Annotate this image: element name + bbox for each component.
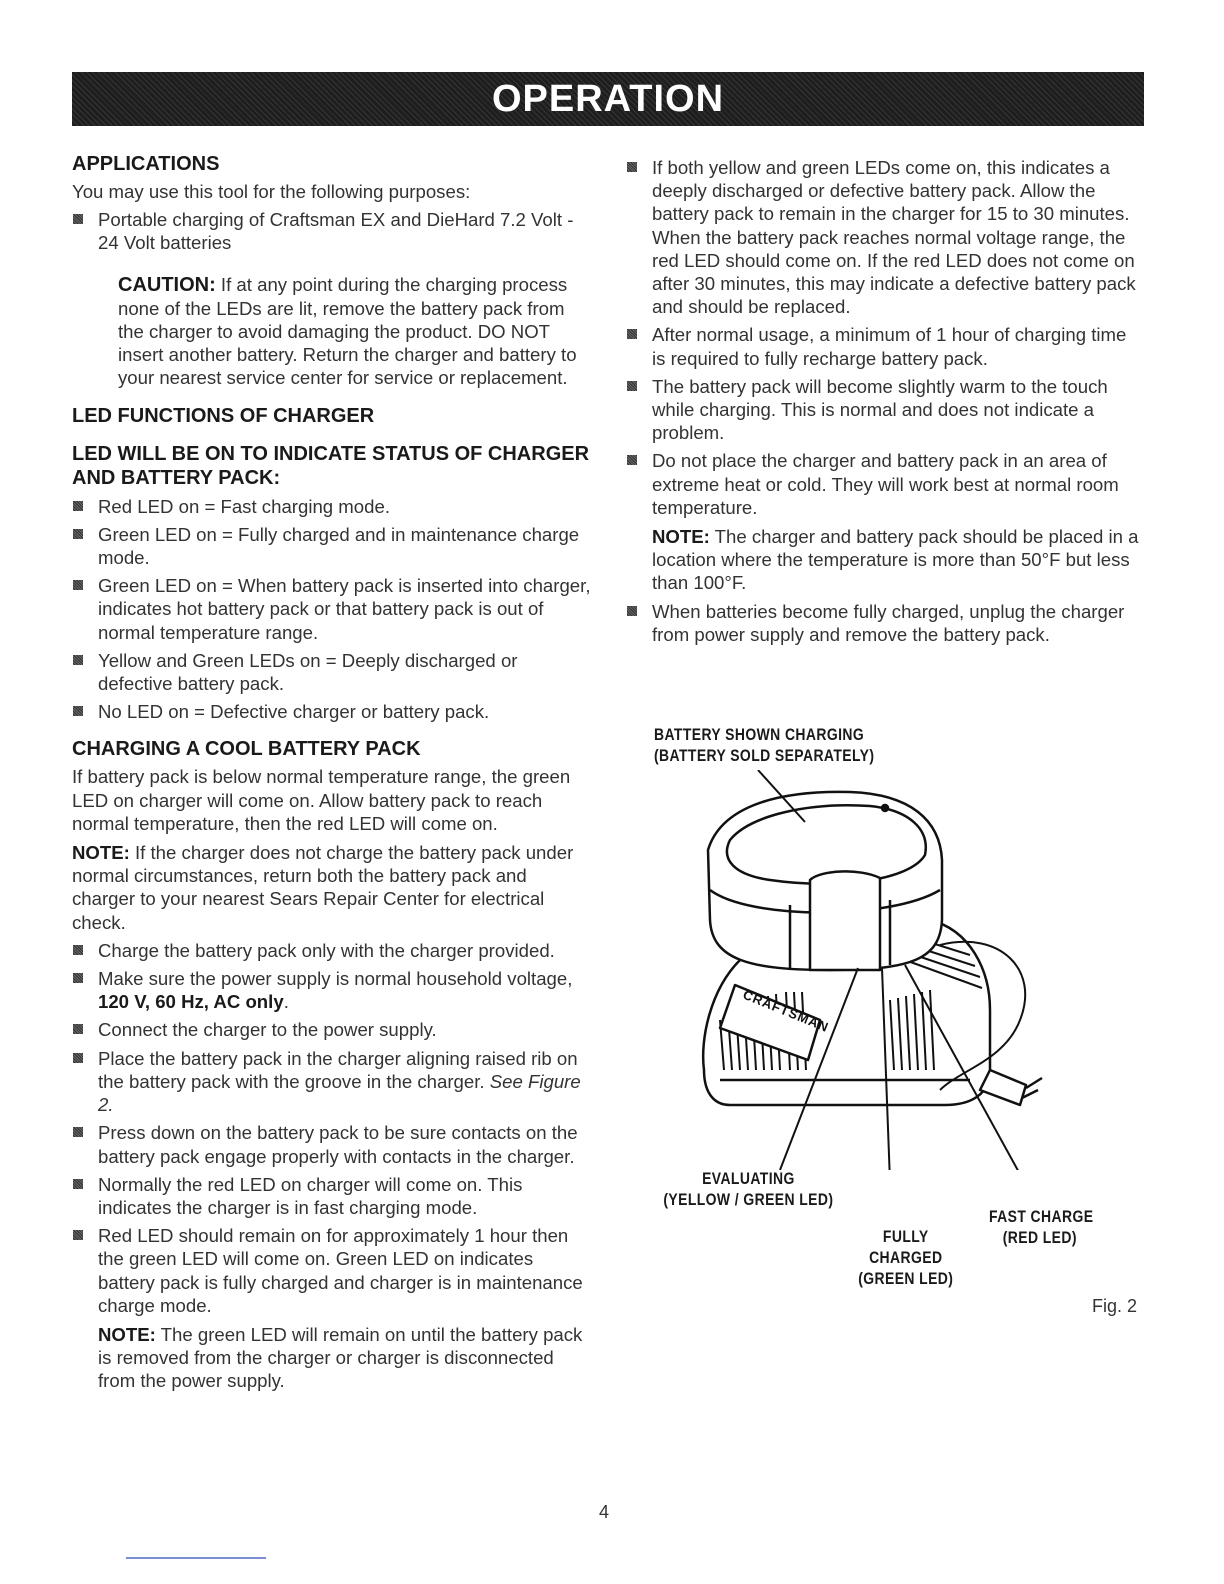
- note-paragraph: [72, 841, 594, 934]
- list-item-text: .: [283, 991, 289, 1013]
- figure-label-line: (YELLOW / GREEN LED): [663, 1190, 834, 1209]
- list-item: [626, 323, 1144, 369]
- list-item: [626, 156, 1144, 318]
- figure-label-evaluating: [650, 1168, 847, 1210]
- applications-heading: APPLICATIONS: [72, 153, 220, 175]
- figure-label-line: BATTERY SHOWN CHARGING: [654, 725, 865, 744]
- bullet-square-icon: [73, 973, 83, 983]
- list-item: [626, 375, 1144, 445]
- led-status-heading: LED WILL BE ON TO INDICATE STATUS OF CHARGER AND BATTERY PACK:: [72, 442, 590, 489]
- list-item: [72, 1047, 594, 1117]
- right-column: [626, 152, 1144, 646]
- note-text: If the charger does not charge the battery pack under normal circumstances, return both the battery pack and charger to your nearest Sears Repair Center for electrical check.: [72, 842, 574, 933]
- list-item-text: Press down on the battery pack to be sure contacts on the battery pack engage properly with contacts in the charger.: [98, 1122, 578, 1167]
- list-item: [72, 1018, 594, 1041]
- list-item-text: When batteries become fully charged, unplug the charger from power supply and remove the battery pack.: [652, 600, 1125, 645]
- list-item: [72, 523, 594, 569]
- figure-caption: Fig. 2: [1092, 1296, 1138, 1316]
- list-item: [72, 1173, 594, 1219]
- page-title: OPERATION: [491, 78, 725, 120]
- list-item-text: After normal usage, a minimum of 1 hour of charging time is required to fully recharge battery pack.: [652, 324, 1127, 369]
- bullet-square-icon: [73, 1053, 83, 1063]
- list-item: [72, 495, 594, 518]
- charging-steps-list: [72, 939, 594, 1317]
- charger-illustration: [690, 770, 1070, 1170]
- caution-label: CAUTION:: [118, 273, 216, 296]
- figure-label-fast-charge: [989, 1206, 1093, 1248]
- note-text: The charger and battery pack should be placed in a location where the temperature is more than 50°F but less than 100°F.: [652, 526, 1139, 594]
- figure-label-line: FULLY: [882, 1227, 929, 1246]
- figure-label-line: CHARGED: [869, 1248, 943, 1267]
- list-item-text: Charge the battery pack only with the charger provided.: [98, 939, 555, 961]
- bullet-square-icon: [73, 945, 83, 955]
- bullet-square-icon: [627, 455, 637, 465]
- list-item-text: Green LED on = When battery pack is inserted into charger, indicates hot battery pack or that battery pack is out of normal temperature range.: [98, 575, 591, 643]
- cool-battery-text: If battery pack is below normal temperature range, the green LED on charger will come on. Allow battery pack to reach normal temperature, then the red LED will come on.: [72, 766, 571, 834]
- list-item-text: Connect the charger to the power supply.: [98, 1019, 437, 1041]
- list-item: [72, 700, 594, 723]
- bullet-square-icon: [73, 529, 83, 539]
- list-item-text: Normally the red LED on charger will come on. This indicates the charger is in fast charging mode.: [98, 1173, 523, 1218]
- list-item: [72, 649, 594, 695]
- note-paragraph: [626, 525, 1144, 595]
- list-item-text: No LED on = Defective charger or battery pack.: [98, 701, 490, 723]
- list-item: [72, 574, 594, 644]
- note-label: NOTE:: [98, 1323, 156, 1345]
- list-item-text: The battery pack will become slightly warm to the touch while charging. This is normal and does not indicate a problem.: [652, 375, 1108, 444]
- figure-label-line: (RED LED): [1002, 1228, 1077, 1247]
- applications-list: [72, 208, 594, 254]
- figure-label-line: (GREEN LED): [858, 1269, 954, 1288]
- list-item-text: Red LED should remain on for approximately 1 hour then the green LED will come on. Green LED on indicates battery pack is fully charged and charger is in maintenance charge mode.: [98, 1225, 583, 1316]
- bullet-square-icon: [73, 1024, 83, 1034]
- list-item: [72, 1121, 594, 1167]
- list-item-text: Place the battery pack in the charger aligning raised rib on the battery pack with the groove in the charger.: [98, 1047, 578, 1092]
- page-number: 4: [599, 1502, 610, 1522]
- figure-label-line: EVALUATING: [702, 1169, 795, 1188]
- figure-label-fully-charged: [850, 1226, 962, 1289]
- bullet-square-icon: [627, 606, 637, 616]
- footer-divider: [126, 1557, 266, 1559]
- list-item: [72, 967, 594, 1013]
- led-functions-heading: LED FUNCTIONS OF CHARGER: [72, 404, 375, 427]
- bullet-square-icon: [73, 1127, 83, 1137]
- applications-intro: You may use this tool for the following purposes:: [72, 181, 471, 202]
- caution-paragraph: [72, 273, 594, 390]
- right-final-list: [626, 600, 1144, 646]
- list-item-text: If both yellow and green LEDs come on, this indicates a deeply discharged or defective battery pack. Allow the battery pack to remain in the charger for 15 to 30 minutes. When the battery pack reaches normal voltage range, the red LED should come on. If the red LED does not come on after 30 minutes, this may indicate a defective battery pack and should be replaced.: [652, 157, 1136, 318]
- right-bullets-list: [626, 156, 1144, 519]
- list-item-text: Green LED on = Fully charged and in maintenance charge mode.: [98, 523, 580, 569]
- bullet-square-icon: [73, 1230, 83, 1240]
- figure-reference: See Figure 2.: [98, 1070, 581, 1116]
- bullet-square-icon: [73, 501, 83, 511]
- brand-logo-text: CRAFTSMAN: [740, 986, 832, 1035]
- figure-label-line: FAST CHARGE: [989, 1207, 1094, 1226]
- bullet-square-icon: [627, 329, 637, 339]
- figure-label-battery: [654, 724, 874, 766]
- list-item-text: Yellow and Green LEDs on = Deeply discharged or defective battery pack.: [98, 649, 518, 695]
- section-banner: [72, 72, 1144, 126]
- list-item: [626, 600, 1144, 646]
- bullet-square-icon: [73, 1179, 83, 1189]
- bullet-square-icon: [73, 706, 83, 716]
- cool-battery-heading: CHARGING A COOL BATTERY PACK: [72, 738, 421, 761]
- note-label: NOTE:: [72, 842, 130, 864]
- voltage-spec: 120 V, 60 Hz, AC only: [98, 991, 284, 1013]
- list-item-text: Do not place the charger and battery pack in an area of extreme heat or cold. They will work best at normal room temperature.: [652, 450, 1119, 518]
- list-item-text: Make sure the power supply is normal household voltage,: [98, 968, 573, 990]
- list-item: [72, 208, 594, 254]
- note-label: NOTE:: [652, 526, 710, 548]
- led-items-list: [72, 495, 594, 724]
- list-item-text: Red LED on = Fast charging mode.: [98, 495, 390, 517]
- bullet-square-icon: [73, 655, 83, 665]
- figure-label-line: (BATTERY SOLD SEPARATELY): [654, 746, 875, 765]
- bullet-square-icon: [627, 162, 637, 172]
- list-item: [72, 1224, 594, 1317]
- bullet-square-icon: [73, 214, 83, 224]
- left-column: [72, 152, 594, 1393]
- bullet-square-icon: [627, 381, 637, 391]
- note-text: The green LED will remain on until the battery pack is removed from the charger or charger is disconnected from the power supply.: [98, 1323, 583, 1392]
- list-item: [626, 449, 1144, 519]
- caution-text: If at any point during the charging process none of the LEDs are lit, remove the battery pack from the charger to avoid damaging the product. DO NOT insert another battery. Return the charger and battery to your nearest service center for service or replacement.: [118, 273, 577, 389]
- list-item-text: Portable charging of Craftsman EX and DieHard 7.2 Volt - 24 Volt batteries: [98, 209, 574, 254]
- bullet-square-icon: [73, 580, 83, 590]
- note-paragraph: [72, 1323, 594, 1393]
- list-item: [72, 939, 594, 962]
